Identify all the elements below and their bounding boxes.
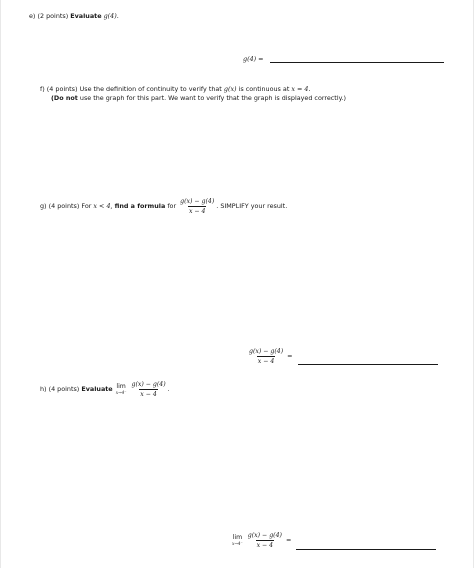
answer-blank[interactable] xyxy=(296,542,436,550)
difference-quotient xyxy=(248,348,284,365)
page-left-edge xyxy=(0,0,1,568)
problem-g-prompt xyxy=(40,197,287,215)
problem-expression: x < 4, xyxy=(93,202,113,210)
equals-sign: = xyxy=(285,536,292,544)
problem-text: for xyxy=(167,202,177,210)
limit-word: lim xyxy=(232,534,243,541)
limit-subscript: x→4⁻ xyxy=(232,541,243,546)
problem-points: (4 points) xyxy=(48,202,80,210)
problem-g-answer xyxy=(247,347,438,365)
problem-expression: x = 4. xyxy=(291,85,311,93)
problem-label: h) xyxy=(40,385,47,393)
problem-text: Use the definition of continuity to verify that xyxy=(79,85,222,93)
difference-quotient xyxy=(247,532,283,549)
problem-e-prompt xyxy=(29,12,119,20)
fraction-numerator: g(x) − g(4) xyxy=(180,197,215,205)
limit-word: lim xyxy=(116,383,126,390)
problem-label: g) xyxy=(40,202,47,210)
answer-blank[interactable] xyxy=(298,357,438,365)
problem-label: e) xyxy=(29,12,36,20)
fraction-denominator: x − 4 xyxy=(256,541,274,549)
problem-expression: g(x) xyxy=(223,85,237,93)
fraction-denominator: x − 4 xyxy=(188,207,206,215)
fraction-numerator: g(x) − g(4) xyxy=(249,347,284,355)
fraction-denominator: x − 4 xyxy=(140,390,157,398)
note-emphasis: (Do not xyxy=(51,94,78,102)
limit-subscript: x→4⁻ xyxy=(115,390,127,395)
problem-text: . xyxy=(167,385,170,393)
problem-text: For xyxy=(81,202,92,210)
fraction-denominator: x − 4 xyxy=(257,357,275,365)
problem-command: Evaluate xyxy=(70,12,102,20)
difference-quotient xyxy=(131,381,167,398)
equals-sign: = xyxy=(287,352,293,360)
problem-expression: g(4). xyxy=(103,12,119,20)
problem-h-answer xyxy=(231,530,436,550)
problem-f-prompt xyxy=(40,85,311,93)
answer-blank[interactable] xyxy=(270,55,444,63)
problem-e-answer xyxy=(243,55,444,63)
problem-text: . SIMPLIFY your result. xyxy=(216,202,288,210)
problem-text: is continuous at xyxy=(238,85,290,93)
problem-label: f) xyxy=(40,85,45,93)
fraction-numerator: g(x) − g(4) xyxy=(131,380,166,388)
answer-lhs: g(4) = xyxy=(243,55,264,63)
problem-f-note xyxy=(51,94,346,102)
note-text: use the graph for this part. We want to verify that the graph is displayed correctly.) xyxy=(79,94,346,102)
problem-points: (2 points) xyxy=(37,12,69,20)
limit-operator xyxy=(232,534,243,546)
problem-points: (4 points) xyxy=(46,85,78,93)
problem-points: (4 points) xyxy=(48,385,80,393)
fraction-numerator: g(x) − g(4) xyxy=(247,531,282,539)
problem-h-prompt xyxy=(40,379,170,399)
difference-quotient xyxy=(179,198,215,215)
problem-command: Evaluate xyxy=(81,385,113,393)
limit-operator xyxy=(116,383,127,395)
problem-command: find a formula xyxy=(114,202,166,210)
